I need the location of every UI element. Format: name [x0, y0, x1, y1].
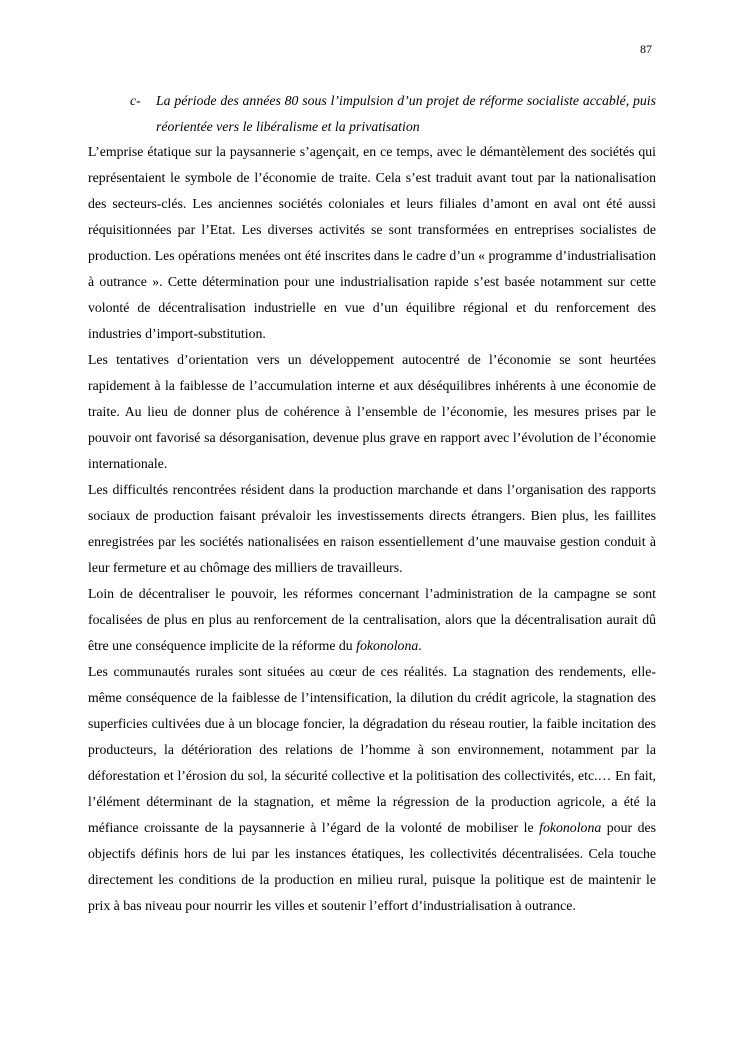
- paragraph-3: [88, 477, 656, 581]
- paragraph-4: [88, 581, 656, 659]
- paragraph-text: L’emprise étatique sur la paysannerie s’agençait, en ce temps, avec le démantèlement des sociétés qui représentaient le symbole de l’économie de traite. Cela s’est traduit avant tout par la nationalisation des secteurs-clés. Les anciennes sociétés coloniales et leurs filiales d’amont en aval ont été aussi réquisitionnées par l’Etat. Les diverses activités se sont transformées en entreprises socialistes de production. Les opérations menées ont été inscrites dans le cadre d’un « programme d’industrialisation à outrance ». Cette détermination pour une industrialisation rapide s’est basée notamment sur cette volonté de décentralisation industrielle en vue d’un équilibre régional et du renforcement des industries d’import-substitution.: [88, 144, 656, 341]
- section-heading: [130, 88, 656, 140]
- paragraph-text: Les tentatives d’orientation vers un développement autocentré de l’économie se sont heurtées rapidement à la faiblesse de l’accumulation interne et aux déséquilibres inhérents à une économie de traite. Au lieu de donner plus de cohérence à l’ensemble de l’économie, les mesures prises par le pouvoir ont favorisé sa désorganisation, devenue plus grave en rapport avec l’évolution de l’économie internationale.: [88, 352, 656, 471]
- paragraph-text: .: [418, 638, 422, 653]
- section-heading-text: La période des années 80 sous l’impulsion d’un projet de réforme socialiste accablé, puis réorientée vers le libéralisme et la privatisation: [156, 93, 656, 134]
- paragraph-text: pour des objectifs définis hors de lui par les instances étatiques, les collectivités décentralisées. Cela touche directement les conditions de la production en milieu rural, puisque la politique est de maintenir le prix à bas niveau pour nourrir les villes et soutenir l’effort d’industrialisation à outrance.: [88, 820, 656, 913]
- paragraph-5: [88, 659, 656, 919]
- paragraph-1: [88, 139, 656, 347]
- paragraph-text: Les communautés rurales sont situées au cœur de ces réalités. La stagnation des rendements, elle-même conséquence de la faiblesse de l’intensification, la dilution du crédit agricole, la stagnation des superficies cultivées due à un blocage foncier, la dégradation du réseau routier, la faible incitation des producteurs, la détérioration des relations de l’homme à son environnement, notamment par la déforestation et l’érosion du sol, la sécurité collective et la politisation des collectivités, etc.… En fait, l’élément déterminant de la stagnation, et même la régression de la production agricole, a été la méfiance croissante de la paysannerie à l’égard de la volonté de mobiliser le: [88, 664, 656, 835]
- paragraph-2: [88, 347, 656, 477]
- section-marker: c-: [130, 93, 141, 108]
- italic-term: fokonolona: [356, 638, 419, 653]
- body-text: [88, 139, 656, 919]
- page-number: 87: [640, 42, 652, 56]
- paragraph-text: Loin de décentraliser le pouvoir, les réformes concernant l’administration de la campagne se sont focalisées de plus en plus au renforcement de la centralisation, alors que la décentralisation aurait dû être une conséquence implicite de la réforme du: [88, 586, 656, 653]
- italic-term: fokonolona: [539, 820, 602, 835]
- paragraph-text: Les difficultés rencontrées résident dans la production marchande et dans l’organisation des rapports sociaux de production faisant prévaloir les investissements directs étrangers. Bien plus, les faillites enregistrées par les sociétés nationalisées en raison essentiellement d’une mauvaise gestion conduit à leur fermeture et au chômage des milliers de travailleurs.: [88, 482, 656, 575]
